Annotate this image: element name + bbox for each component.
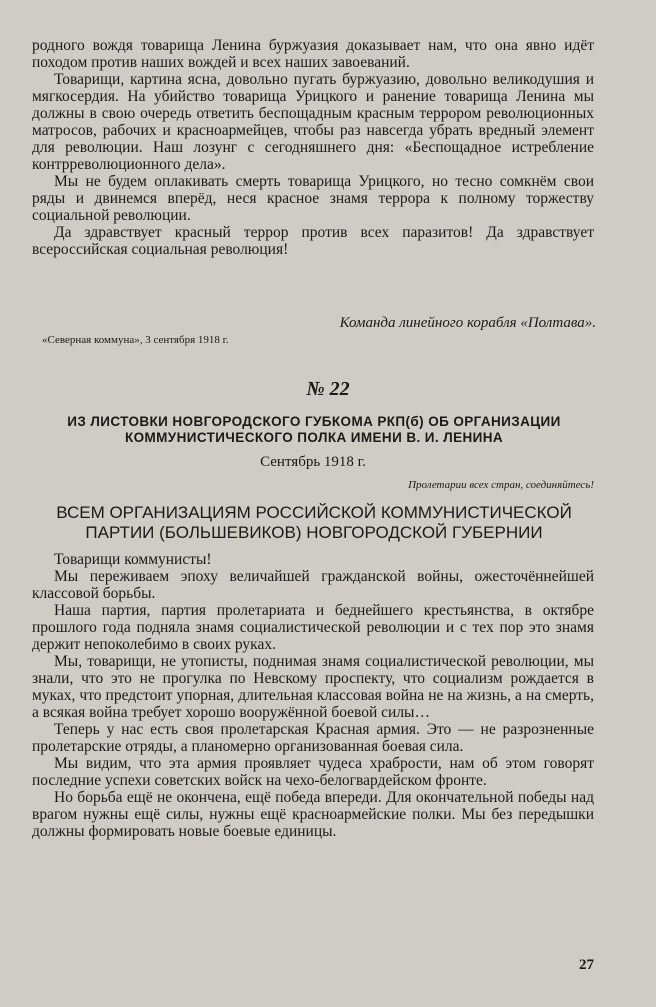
document-title: ИЗ ЛИСТОВКИ НОВГОРОДСКОГО ГУБКОМА РКП(б) ОБ ОРГАНИЗАЦИИ КОММУНИСТИЧЕСКОГО ПОЛКА ИМЕНИ В. И. ЛЕНИНА [67, 414, 561, 445]
page-number: 27 [579, 957, 594, 973]
paragraph: Мы переживаем эпоху величайшей гражданской войны, ожесточённейшей классовой борьбы. [32, 568, 594, 602]
paragraph: Мы видим, что эта армия проявляет чудеса храбрости, нам об этом говорят последние успехи советских войск на чехо-белогвардейском фронте. [32, 755, 594, 789]
paragraph: Товарищи, картина ясна, довольно пугать буржуазию, довольно великодушия и мягкосердия. На убийство товарища Урицкого и ранение товарища Ленина мы должны в свою очередь ответить беспощадным красным террором революционных матросов, рабочих и красноармейцев, чтобы раз навсегда убрать вредный элемент для революции. Наш лозунг с сегодняшнего дня: «Беспощадное истребление контрреволюционного дела». [32, 71, 594, 173]
paragraph: Товарищи коммунисты! [54, 551, 212, 568]
paragraph: Да здравствует красный террор против всех паразитов! Да здравствует всероссийская социальная революция! [32, 224, 594, 258]
leaflet-text [32, 551, 594, 840]
signature: Команда линейного корабля «Полтава». [339, 315, 596, 331]
document-number: № 22 [306, 378, 350, 400]
paragraph: Теперь у нас есть своя пролетарская Красная армия. Это — не разрозненные пролетарские отряды, а планомерно организованная боевая сила. [32, 721, 594, 755]
source-citation: «Северная коммуна», 3 сентября 1918 г. [42, 334, 229, 346]
slogan: Пролетарии всех стран, соединяйтесь! [408, 479, 594, 491]
paragraph: Но борьба ещё не окончена, ещё победа впереди. Для окончательной победы над врагом нужны ещё силы, нужны ещё красноармейские полки. Мы без передышки должны формировать новые боевые единицы. [32, 789, 594, 840]
paragraph: Мы, товарищи, не утописты, поднимая знамя социалистической революции, мы знали, что это не прогулка по Невскому проспекту, что социализм рождается в муках, что предстоит упорная, длительная классовая война не на жизнь, а на смерть, а всякая война требует хорошо вооружённой боевой силы… [32, 653, 594, 721]
leaflet-heading: ВСЕМ ОРГАНИЗАЦИЯМ РОССИЙСКОЙ КОММУНИСТИЧЕСКОЙ ПАРТИИ (БОЛЬШЕВИКОВ) НОВГОРОДСКОЙ ГУБЕРНИИ [56, 503, 572, 542]
previous-document-text [32, 37, 594, 258]
paragraph: Мы не будем оплакивать смерть товарища Урицкого, но тесно сомкнём свои ряды и двинемся вперёд, неся красное знамя террора к полному торжеству социальной революции. [32, 173, 594, 224]
paragraph: Наша партия, партия пролетариата и беднейшего крестьянства, в октябре прошлого года подняла знамя социалистической революции и с тех пор это знамя держит непоколебимо в своих руках. [32, 602, 594, 653]
document-date: Сентябрь 1918 г. [260, 454, 366, 470]
paragraph: родного вождя товарища Ленина буржуазия доказывает нам, что она явно идёт походом против наших вождей и всех наших завоеваний. [32, 37, 594, 71]
